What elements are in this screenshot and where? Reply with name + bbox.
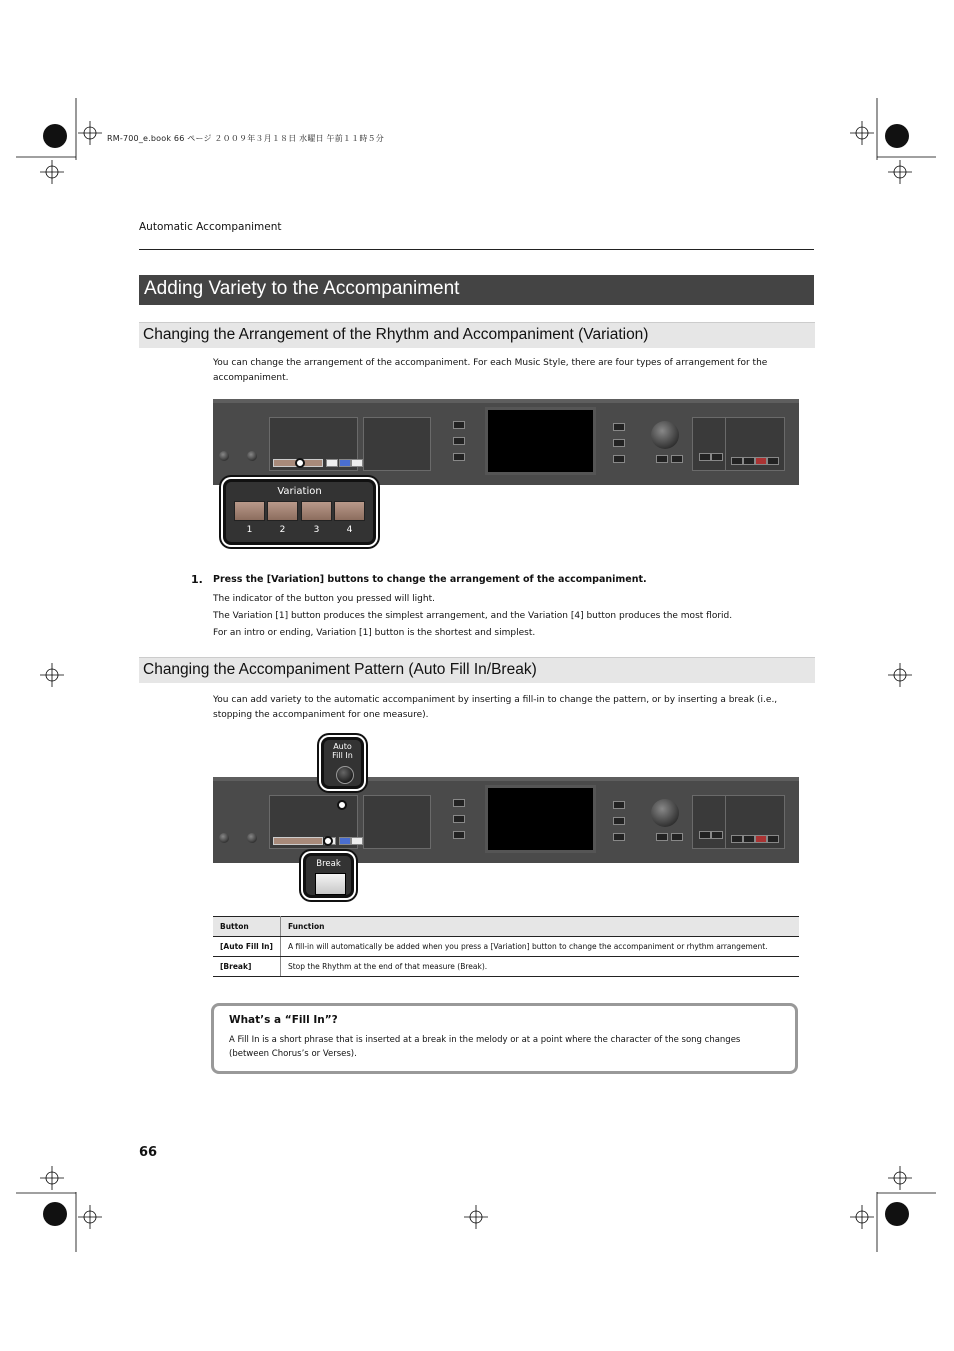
panel-section-tone [363,795,431,849]
step-text: Press the [Variation] buttons to change the arrangement of the accompaniment. [213,574,647,585]
table-cell-function: A fill-in will automatically be added when you press a [Variation] button to change the accompaniment or rhythm arrangement. [280,937,799,957]
panel-button [731,835,743,843]
step-line-2: The Variation [1] button produces the simplest arrangement, and the Variation [4] button produces the most florid. [213,611,733,621]
panel-display [485,785,596,853]
book-header: RM-700_e.book 66 ページ ２００９年３月１８日 水曜日 午前１１時５分 [107,134,384,143]
break-pointer [323,836,333,846]
section-label: Automatic Accompaniment [139,221,282,233]
fill-in-pointer [337,800,347,810]
value-dial [651,421,679,449]
auto-fill-in-label-line1: Auto [333,742,352,751]
keyboard-panel-illustration [213,399,799,485]
panel-button [613,801,625,809]
keyboard-panel-illustration-2 [213,777,799,863]
panel-section-tone [363,417,431,471]
table-cell-function: Stop the Rhythm at the end of that measure (Break). [280,957,799,977]
panel-button [656,833,668,841]
step-number: 1. [191,573,203,586]
step-line-3: For an intro or ending, Variation [1] button is the shortest and simplest. [213,628,536,638]
auto-fill-in-callout [321,737,364,789]
volume-knob [219,833,229,843]
panel-button [613,423,625,431]
panel-button [453,831,465,839]
table-cell-button: [Break] [213,957,280,977]
break-button-small [326,459,338,467]
value-dial [651,799,679,827]
volume-knob [219,451,229,461]
panel-button [453,815,465,823]
note-title: What’s a “Fill In”? [229,1014,338,1026]
panel-button [453,799,465,807]
function-table [213,916,799,977]
ending-button-small [351,459,363,467]
panel-button [613,455,625,463]
intro-fill-in: You can add variety to the automatic accompaniment by inserting a fill-in to change the pattern, or by inserting a break (i.e., stopping the accompaniment for one measure). [213,695,778,720]
variation-3-number: 3 [313,525,320,535]
panel-button [755,835,767,843]
heading-1 [139,275,814,305]
panel-button [613,833,625,841]
table-cell-button: [Auto Fill In] [213,937,280,957]
panel-button [711,453,723,461]
panel-button [743,835,755,843]
auto-fill-in-button-icon [336,766,354,784]
break-button-icon [315,873,346,895]
heading-fill-in [139,657,815,683]
panel-button [731,457,743,465]
variation-1-button [234,501,265,521]
intro-button-small [339,837,351,845]
variation-3-button [301,501,332,521]
panel-button [613,439,625,447]
balance-knob [247,833,257,843]
panel-button [656,455,668,463]
table-row [213,957,799,977]
panel-button [699,453,711,461]
intro-variation: You can change the arrangement of the accompaniment. For each Music Style, there are four types of arrangement for the accompaniment. [213,358,768,383]
fill-in-note-box [211,1003,798,1074]
variation-callout-label: Variation [277,486,322,497]
panel-button [767,457,779,465]
variation-1-number: 1 [246,525,253,535]
panel-button [453,453,465,461]
variation-callout [223,479,376,545]
panel-display [485,407,596,475]
heading-variation [139,322,815,348]
note-body: A Fill In is a short phrase that is inserted at a break in the melody or at a point where the character of the song changes (between Chorus’s or Verses). [229,1035,741,1059]
panel-button [453,421,465,429]
table-header-row [213,917,799,937]
table-header-button: Button [213,917,280,937]
table-row [213,937,799,957]
variation-4-button [334,501,365,521]
panel-button [613,817,625,825]
auto-fill-in-label [324,742,361,760]
variation-buttons [273,837,323,845]
auto-fill-in-label-line2: Fill In [332,751,353,760]
table-header-function: Function [280,917,799,937]
panel-button [453,437,465,445]
variation-2-button [267,501,298,521]
step-line-1: The indicator of the button you pressed will light. [213,594,435,604]
panel-button [711,831,723,839]
panel-button [743,457,755,465]
intro-button-small [339,459,351,467]
variation-4-number: 4 [346,525,353,535]
break-callout [303,853,354,898]
heading-1-text: Adding Variety to the Accompaniment [144,278,460,299]
page-number: 66 [139,1145,158,1160]
balance-knob [247,451,257,461]
variation-pointer [295,458,305,468]
header-rule [139,249,814,250]
heading-fill-in-text: Changing the Accompaniment Pattern (Auto Fill In/Break) [143,661,537,678]
break-callout-label: Break [316,859,341,869]
variation-2-number: 2 [279,525,286,535]
panel-button [699,831,711,839]
panel-button [671,833,683,841]
panel-button [755,457,767,465]
panel-button [671,455,683,463]
heading-variation-text: Changing the Arrangement of the Rhythm and Accompaniment (Variation) [143,326,649,343]
panel-button [767,835,779,843]
ending-button-small [351,837,363,845]
